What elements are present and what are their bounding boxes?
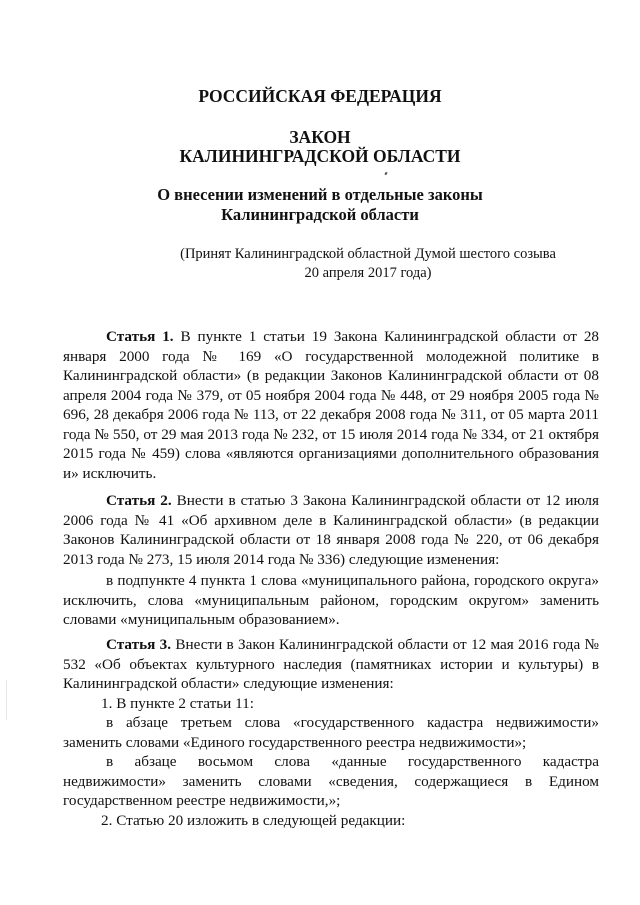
article-3-item-1-text: 1. В пункте 2 статьи 11: (101, 695, 254, 712)
country-heading: РОССИЙСКАЯ ФЕДЕРАЦИЯ (198, 86, 442, 106)
law-title-line-2: Калининградской области (221, 205, 419, 224)
article-1-text: В пункте 1 статьи 19 Закона Калининградской области от 28 января 2000 года № 169 «О государственной молодежной политике в Калининградской области» (в редакции Законов Калининградской области от 08 апреля 2004 года № 379, от 05 ноября 2004 года № 448, от 29 ноября 2005 года № 696, 28 декабря 2006 года № 113, от 22 декабря 2008 года № 311, от 05 марта 2011 года № 550, от 29 мая 2013 года № 232, от 15 июля 2014 года № 334, от 21 октября 2015 года № 459) слова «являются организациями дополнительного образования и» исключить. (63, 328, 600, 482)
article-3-item-1a-text: в абзаце третьем слова «государственного кадастра недвижимости» заменить словами «Единого государственного реестра недвижимости»; (63, 714, 599, 751)
law-region-heading: КАЛИНИНГРАДСКОЙ ОБЛАСТИ (179, 146, 461, 166)
article-3 (63, 635, 599, 694)
article-3-text: Внести в Закон Калининградской области от 12 мая 2016 года № 532 «Об объектах культурного наследия (памятниках истории и культуры) в Калининградской области» следующие изменения: (63, 636, 599, 692)
article-3-item-2-text: 2. Статью 20 изложить в следующей редакции: (101, 812, 406, 829)
article-3-item-1 (63, 694, 599, 714)
article-2-item (63, 571, 599, 630)
article-3-item-1b-text: в абзаце восьмом слова «данные государственного кадастра недвижимости» заменить словами «сведения, содержащиеся в Едином государственном реестре недвижимости,»; (63, 753, 599, 809)
article-3-label: Статья 3. (106, 636, 172, 653)
article-2-label: Статья 2. (106, 492, 172, 509)
article-3-item-1b (63, 752, 599, 811)
scan-speck (384, 172, 387, 176)
adoption-note-line-1: (Принят Калининградской областной Думой шестого созыва (180, 246, 556, 262)
scan-edge-mark (6, 680, 7, 720)
law-heading: ЗАКОН (289, 127, 351, 147)
law-title-line-1: О внесении изменений в отдельные законы (157, 185, 483, 204)
article-1-label: Статья 1. (106, 328, 174, 345)
article-1 (63, 327, 599, 483)
adoption-note-line-2: 20 апреля 2017 года) (304, 265, 432, 281)
article-2-item-text: в подпункте 4 пункта 1 слова «муниципального района, городского округа» исключить, слова «муниципальным районом, городским округом» заменить словами «муниципальным образованием». (63, 572, 599, 628)
article-3-item-1a (63, 713, 599, 752)
article-3-item-2 (63, 811, 599, 831)
article-2 (63, 491, 599, 569)
article-2-text: Внести в статью 3 Закона Калининградской области от 12 июля 2006 года № 41 «Об архивном деле в Калининградской области» (в редакции Законов Калининградской области от 18 января 2008 года № 220, от 06 декабря 2013 года № 273, 15 июля 2014 года № 336) следующие изменения: (63, 492, 599, 568)
